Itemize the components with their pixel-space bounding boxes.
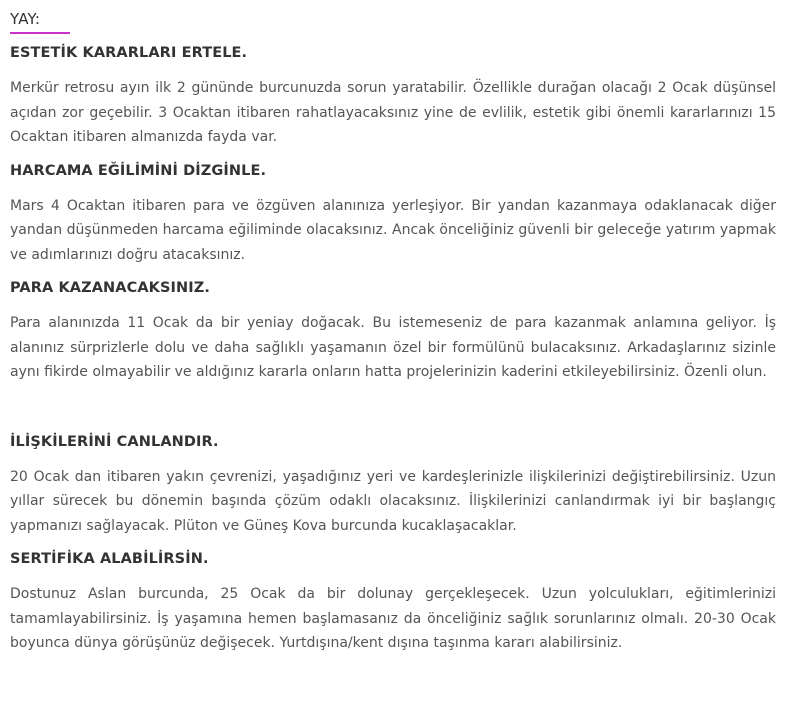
title-underline: [10, 32, 70, 34]
section-sertifika: [10, 548, 776, 656]
section-paragraph: Mars 4 Ocaktan itibaren para ve özgüven alanınıza yerleşiyor. Bir yandan kazanmaya odaklanacak diğer yandan düşünmeden harcama eğiliminde olacaksınız. Ancak önceliğiniz güvenli bir geleceğe yatırım yapmak ve adımlarınızı doğru atacaksınız.: [10, 197, 776, 263]
section-harcama: [10, 160, 776, 268]
section-iliskiler: [10, 431, 776, 539]
section-heading: SERTİFİKA ALABİLİRSİN.: [10, 551, 209, 567]
section-spacer: [10, 395, 776, 431]
section-heading: HARCAMA EĞİLİMİNİ DİZGİNLE.: [10, 162, 267, 179]
page-title-block: [10, 8, 40, 42]
section-paragraph: Merkür retrosu ayın ilk 2 gününde burcunuzda sorun yaratabilir. Özellikle durağan olacağı 2 Ocak düşünsel açıdan zor geçebilir. 3 Ocaktan itibaren rahatlayacaksınız yine de evlilik, estetik gibi önemli kararlarınızı 15 Ocaktan itibaren almanızda fayda var.: [10, 80, 776, 145]
section-paragraph: 20 Ocak dan itibaren yakın çevrenizi, yaşadığınız yeri ve kardeşlerinizle ilişkilerinizi değiştirebilirsiniz. Uzun yıllar sürecek bu dönemin başında çözüm odaklı olacaksınız. İlişkilerinizi canlandırmak iyi bir başlangıç yapmanızı sağlayacak. Plüton ve Güneş Kova burcunda kucaklaşacaklar.: [10, 468, 776, 534]
section-para: [10, 277, 776, 385]
section-estetik: [10, 42, 776, 150]
section-paragraph: Para alanınızda 11 Ocak da bir yeniay doğacak. Bu istemeseniz de para kazanmak anlamına geliyor. İş alanınız sürprizlerle dolu ve daha sağlıklı yaşamanın özel bir formülünü bulacaksınız. Arkadaşlarınız sizinle aynı fikirde olmayabilir ve aldığınız kararla onların hatta projelerinizin kaderini etkileyebilirsiniz. Özenli olun.: [10, 315, 776, 380]
section-paragraph: Dostunuz Aslan burcunda, 25 Ocak da bir dolunay gerçekleşecek. Uzun yolculukları, eğitimlerinizi tamamlayabilirsiniz. İş yaşamına hemen başlamasanız da önceliğiniz sağlık sorunlarınız olmalı. 20-30 Ocak boyunca dünya görüşünüz değişecek. Yurtdışına/kent dışına taşınma kararı alabilirsiniz.: [10, 586, 776, 651]
section-heading: ESTETİK KARARLARI ERTELE.: [10, 45, 248, 61]
section-heading: PARA KAZANACAKSINIZ.: [10, 280, 210, 296]
section-heading: İLİŞKİLERİNİ CANLANDIR.: [10, 433, 219, 450]
page-title: YAY:: [10, 10, 41, 28]
